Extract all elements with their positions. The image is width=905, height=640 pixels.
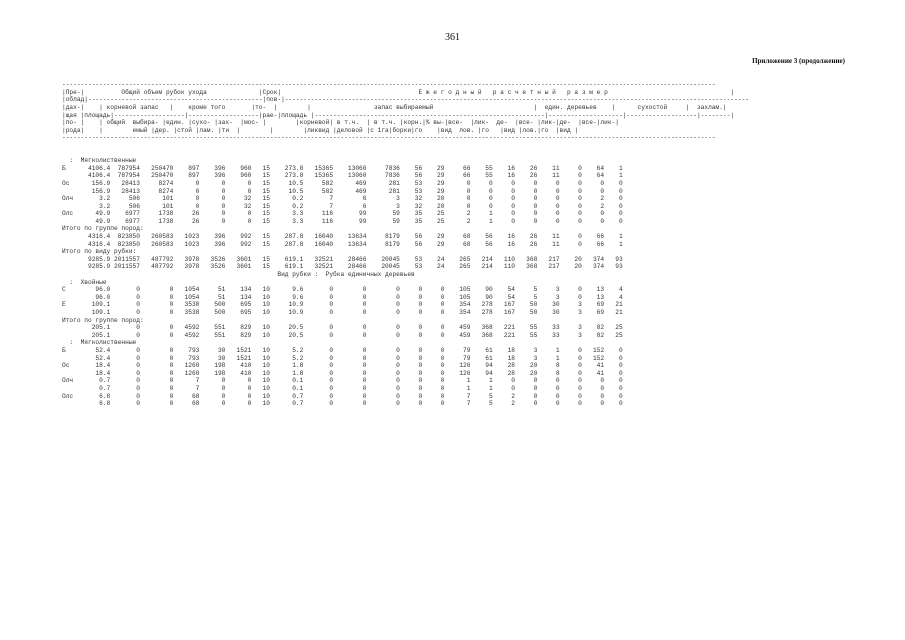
table-row: 205.1 0 0 4592 551 829 10 20.5 0 0 0 0 0 459 368 221 55 33 3 82 25 [62,331,623,339]
table-row: Олч 3.2 506 101 0 0 32 15 0.2 7 6 3 32 20 0 0 0 0 0 0 2 0 [62,195,623,203]
table-row: Олс 6.8 0 0 68 0 0 10 0.7 0 0 0 0 0 7 5 2 0 0 0 0 0 [62,392,623,400]
header-line: |Пре-| Общий объем рубок ухода |Срок| Е ж е г о д н ы й р а с ч е т н ы й р а з м е р | [62,88,735,96]
page-number: 361 [445,32,460,43]
table-row: Ос 18.4 0 0 1260 198 410 10 1.8 0 0 0 0 0 126 94 28 20 8 0 41 0 [62,362,623,370]
table-row: 3.2 506 101 0 0 32 15 0.2 7 6 3 32 20 0 0 0 0 0 0 2 0 [62,202,623,210]
table-row: Итого по группе пород: [62,225,144,233]
table-row: Ос 156.9 28413 8274 0 0 0 15 10.5 582 469 281 53 29 0 0 0 0 0 0 0 0 [62,179,623,187]
header-line: |щая |площадь|-------------------|-------------------|рае-|площадь |--------------------------------------------------------------|--------------------|-------------------|--------| [62,111,735,119]
table-row: 96.0 0 0 1054 51 134 10 9.6 0 0 0 0 0 105 90 54 5 3 0 13 4 [62,293,623,301]
header-line: -------------------------------------------------------------------------------------------------------------------------------------------------------------------------------- [62,81,716,89]
table-row: : Мягколиственные [62,339,137,347]
table-row: 9285.9 2011557 487792 3978 3526 3601 15 619.1 32521 28466 20045 53 24 265 214 110 368 217 20 374 93 [62,263,623,271]
table-row: 156.9 28413 8274 0 0 0 15 10.5 582 469 281 53 29 0 0 0 0 0 0 0 0 [62,187,623,195]
data-table [62,66,749,415]
table-row: 18.4 0 0 1260 198 410 10 1.8 0 0 0 0 0 126 94 28 20 8 0 41 0 [62,369,623,377]
table-row: 9285.9 2011557 487792 3978 3526 3601 15 619.1 32521 28466 20045 53 24 265 214 110 368 217 20 374 93 [62,255,623,263]
header-line: |облад|-----------------------------------------------|пов-|----------------------------------------------------------------------------------------------------------------------------- [62,96,749,104]
table-row: 4316.4 823850 260583 1023 396 992 15 287.8 16040 13634 8179 56 29 68 56 16 26 11 0 66 1 [62,233,623,241]
table-row: 205.1 0 0 4592 551 829 10 20.5 0 0 0 0 0 459 368 221 55 33 3 82 25 [62,324,623,332]
table-row: 0.7 0 0 7 0 0 10 0.1 0 0 0 0 0 1 1 0 0 0 0 0 0 [62,384,623,392]
table-row: 4316.4 823850 260583 1023 396 992 15 287.8 16040 13634 8179 56 29 68 56 16 26 11 0 66 1 [62,240,623,248]
table-row: Итого по виду рубки: [62,248,137,256]
header-line: |по- | | общий выбира- |един. |сухо- |зах- |мос- | |корневой| в т.ч. | в т.ч. |корн.|% вы-|все- |лик- де- |все- |лик-|де- |все-|лик-| [62,119,619,127]
header-line: -------------------------------------------------------------------------------------------------------------------------------------------------------------------------------- [62,134,716,142]
table-body [62,157,749,408]
table-row: С 96.0 0 0 1054 51 134 10 9.6 0 0 0 0 0 105 90 54 5 3 0 13 4 [62,286,623,294]
header-line: |дах-| | корневой запас | кроме того |то- | | запас выбираемый | един. деревьев | сухостой | захлам.| [62,103,727,111]
table-row: Е 109.1 0 0 3538 500 695 10 10.9 0 0 0 0 0 354 278 167 50 30 3 69 21 [62,301,623,309]
table-header [62,81,749,142]
table-row: 49.9 6977 1738 26 0 0 15 3.3 116 99 59 35 25 2 1 0 0 0 0 0 0 [62,217,623,225]
table-row: Б 52.4 0 0 793 30 1521 10 5.2 0 0 0 0 0 79 61 18 3 1 0 152 0 [62,346,623,354]
table-row: 52.4 0 0 793 30 1521 10 5.2 0 0 0 0 0 79 61 18 3 1 0 152 0 [62,354,623,362]
table-row: : Хвойные [62,278,107,286]
table-row: 4106.4 787954 250470 897 396 960 15 273.8 15365 13060 7836 56 29 66 55 16 26 11 0 64 1 [62,172,623,180]
table-row: Б 4106.4 787954 250470 897 396 960 15 273.8 15365 13060 7836 56 29 66 55 16 26 11 0 64 1 [62,164,623,172]
header-line: |рода| | емый |дер. |стой |лам. |ти | | |ликвид |деловой |с 1га|борки|го |вид лов. |го |вид |лов.|го |вид | [62,126,579,134]
table-row: Вид рубки : Рубка единичных деревьев [62,271,415,279]
appendix-title: Приложение 3 (продолжение) [752,57,845,65]
table-row: Олч 0.7 0 0 7 0 0 10 0.1 0 0 0 0 0 1 1 0 0 0 0 0 0 [62,377,623,385]
table-row: 6.8 0 0 68 0 0 10 0.7 0 0 0 0 0 7 5 2 0 0 0 0 0 [62,400,623,408]
table-row: Итого по группе пород: [62,316,144,324]
table-row: Олс 49.9 6977 1738 26 0 0 15 3.3 116 99 59 35 25 2 1 0 0 0 0 0 0 [62,210,623,218]
table-row: : Мягколиственные [62,157,137,165]
table-row: 109.1 0 0 3538 500 695 10 10.9 0 0 0 0 0 354 278 167 50 30 3 69 21 [62,309,623,316]
